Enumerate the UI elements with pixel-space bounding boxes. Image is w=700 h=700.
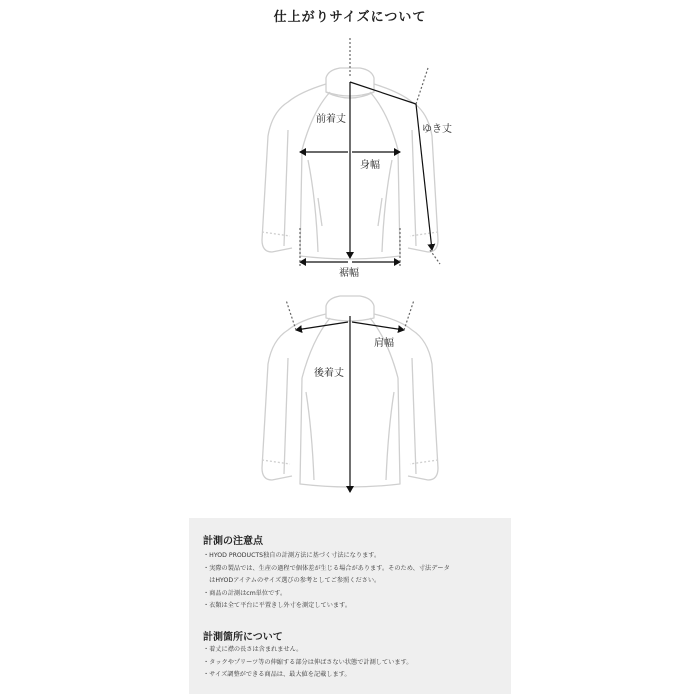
notes-heading-precautions: 計測の注意点 — [203, 536, 263, 547]
list-item: ・着丈に襟の長さは含まれません。 — [203, 646, 303, 653]
sleeve-length-line-1 — [350, 82, 416, 104]
back-measure-lines — [286, 300, 414, 492]
list-item: はHYODアイテムのサイズ選びの参考としてご参照ください。 — [203, 577, 381, 584]
list-item: ・衣類は全て平台に平置きし外寸を測定しています。 — [203, 602, 352, 609]
front-length-label: 前着丈 — [316, 114, 346, 125]
hem-width-label: 裾幅 — [339, 268, 359, 279]
list-item: ・商品の計測はcm単位です。 — [203, 589, 287, 597]
measurement-notes-panel — [189, 518, 511, 694]
shoulder-width-label: 肩幅 — [374, 338, 394, 349]
body-width-label: 身幅 — [360, 160, 380, 171]
notes-list-locations — [203, 644, 503, 682]
page-title: 仕上がりサイズについて — [273, 10, 427, 25]
notes-list-precautions — [203, 550, 503, 613]
list-item: ・サイズ調整ができる商品は、最大値を記載します。 — [203, 671, 351, 678]
list-item: ・タックやプリーツ等の伸縮する部分は伸ばさない状態で計測しています。 — [203, 658, 413, 666]
notes-heading-locations: 計測箇所について — [203, 632, 283, 643]
back-length-label: 後着丈 — [314, 368, 344, 379]
list-item: ・実際の製品では、生産の過程で個体差が生じる場合があります。そのため、寸法データ — [203, 564, 450, 572]
sleeve-length-label: ゆき丈 — [422, 124, 452, 135]
list-item: ・HYOD PRODUCTS独自の計測方法に基づく寸法になります。 — [203, 552, 381, 559]
